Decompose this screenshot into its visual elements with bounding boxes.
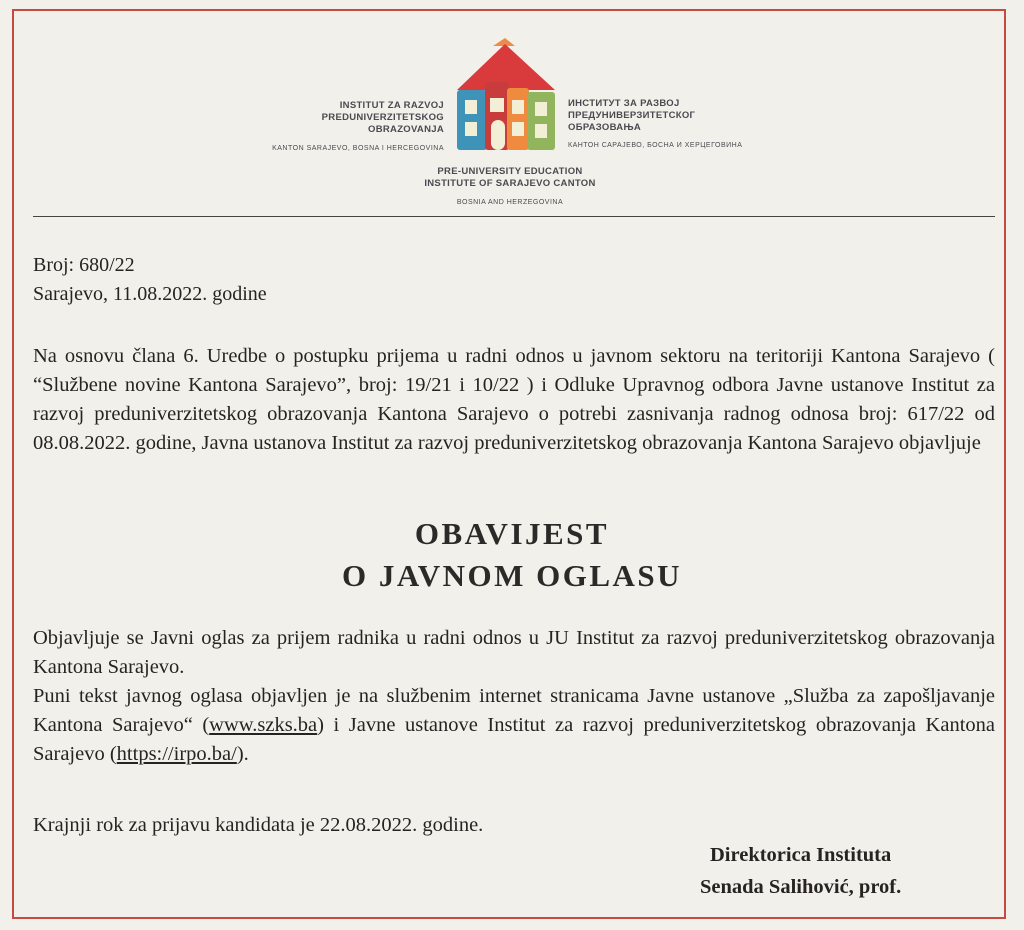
right-name-line: ОБРАЗОВАЊА xyxy=(568,122,641,133)
body2-text: Puni tekst javnog oglasa objavljen je na službenim internet stranicama Javne ustanove „Služba za zapošljavanje Kantona Sarajevo“ ( xyxy=(33,685,995,736)
intro-paragraph: Na osnovu člana 6. Uredbe o postupku prijema u radni odnos u javnom sektoru na teritoriji Kantona Sarajevo ( “Službene novine Kantona Sarajevo”, broj: 19/21 i 10/22 ) i Odluke Upravnog odbora Javne ustanove Institut za razvoj preduniverzitetskog obrazovanja Kantona Sarajevo o potrebi zasnivanja radnog odnosa broj: 617/22 od 08.08.2022. godine, Javna ustanova Institut za razvoj preduniverzitetskog obrazovanja Kantona Sarajevo objavljuje xyxy=(33,345,995,454)
door xyxy=(491,120,505,150)
deadline: Krajnji rok za prijavu kandidata je 22.08.2022. godine. xyxy=(33,814,484,836)
signature-name: Senada Salihović, prof. xyxy=(700,876,902,898)
header-divider xyxy=(33,216,995,217)
logo-text-left xyxy=(260,100,444,136)
right-name-line: ПРЕДУНИВЕРЗИТЕТСКОГ xyxy=(568,110,696,121)
body-paragraph-2 xyxy=(33,682,995,769)
window xyxy=(465,100,477,114)
logo-text-english xyxy=(350,166,670,190)
place-date: Sarajevo, 11.08.2022. godine xyxy=(33,283,267,305)
chimney xyxy=(493,38,515,46)
signature-title: Direktorica Instituta xyxy=(710,844,892,866)
body2-text: ). xyxy=(236,743,249,765)
document-number: Broj: 680/22 xyxy=(33,254,135,276)
window xyxy=(535,102,547,116)
house-blue-wall xyxy=(457,90,487,150)
right-name-line: ИНСТИТУТ ЗА РАЗВОЈ xyxy=(568,98,680,109)
notice-title-line1: OBAVIJEST xyxy=(414,516,610,551)
left-location: KANTON SARAJEVO, BOSNA I HERCEGOVINA xyxy=(272,145,444,152)
body2-text: ) i Javne ustanove Institut za razvoj preduniverzitetskog obrazovanja Kantona Sarajevo ( xyxy=(33,714,996,765)
english-line: INSTITUTE OF SARAJEVO CANTON xyxy=(424,178,596,189)
szks-link[interactable]: www.szks.ba xyxy=(209,714,318,736)
notice-title-line2: O JAVNOM OGLASU xyxy=(341,558,683,593)
house-orange-wall xyxy=(507,88,529,150)
house-green-wall xyxy=(527,92,555,150)
right-location: КАНТОН САРАЈЕВО, БОСНА И ХЕРЦЕГОВИНА xyxy=(568,142,743,149)
window xyxy=(465,122,477,136)
english-location: BOSNIA AND HERZEGOVINA xyxy=(456,199,564,206)
left-name-line: OBRAZOVANJA xyxy=(368,124,444,135)
window xyxy=(490,98,504,112)
english-line: PRE-UNIVERSITY EDUCATION xyxy=(437,166,583,177)
window xyxy=(535,124,547,138)
logo-text-right xyxy=(568,98,798,134)
institute-header xyxy=(0,36,1024,216)
window xyxy=(512,122,524,136)
left-name-line: INSTITUT ZA RAZVOJ xyxy=(339,100,444,111)
left-name-line: PREDUNIVERZITETSKOG xyxy=(321,112,444,123)
irpo-link[interactable]: https://irpo.ba/ xyxy=(116,743,237,765)
body-paragraph-1: Objavljuje se Javni oglas za prijem radnika u radni odnos u JU Institut za razvoj preduniverzitetskog obrazovanja Kantona Sarajevo. xyxy=(33,627,995,678)
house-logo xyxy=(455,38,561,156)
window xyxy=(512,100,524,114)
